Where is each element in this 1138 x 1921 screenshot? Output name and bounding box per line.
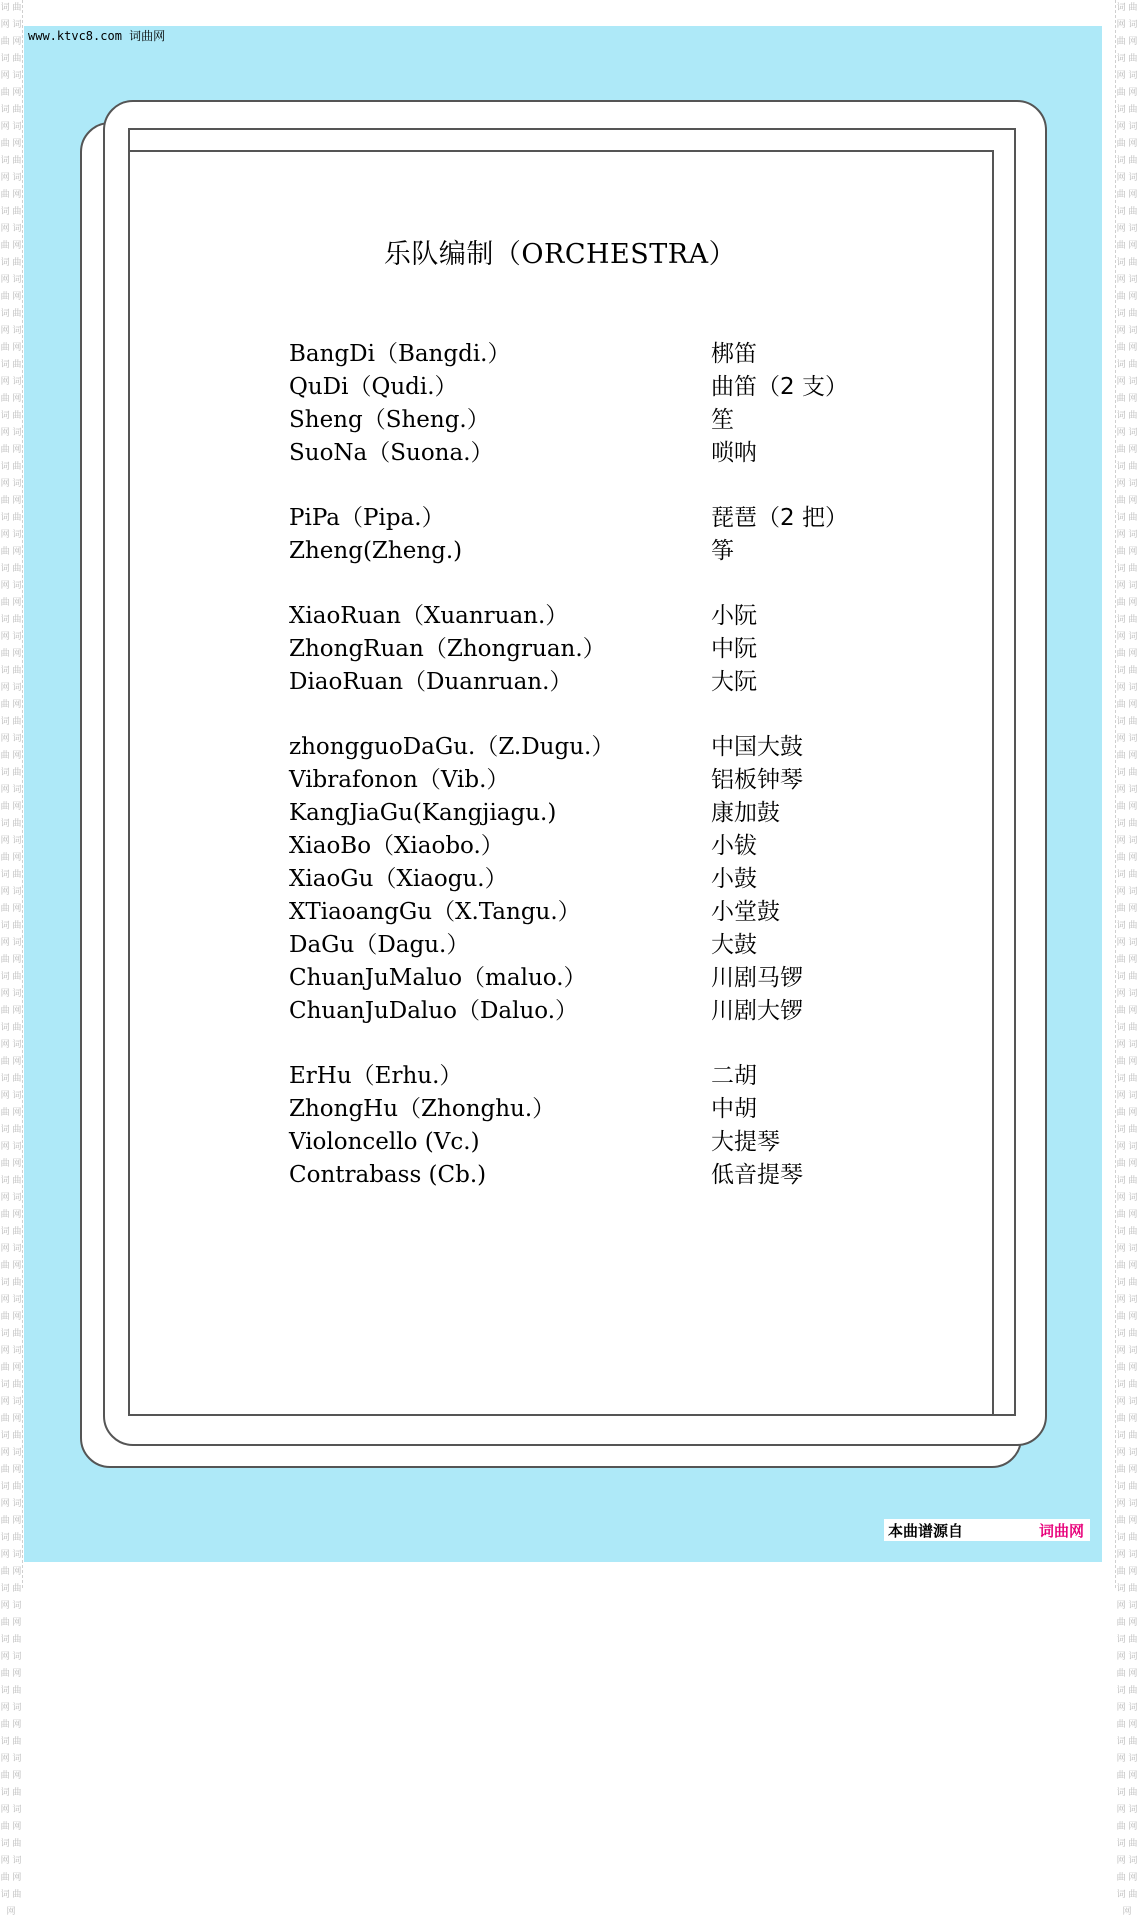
instrument-chinese-name: 笙 <box>711 407 734 433</box>
instrument-chinese-name: 筝 <box>711 538 734 564</box>
site-url[interactable]: www.ktvc8.com 词曲网 <box>28 29 166 43</box>
instrument-row <box>289 962 909 995</box>
instrument-chinese-name: 川剧马锣 <box>711 965 803 991</box>
instrument-row <box>289 437 909 470</box>
instrument-english-name: XiaoBo（Xiaobo.） <box>289 833 504 859</box>
instrument-row <box>289 929 909 962</box>
instrument-row <box>289 797 909 830</box>
credit-site-link[interactable]: 词曲网 <box>1038 1522 1084 1540</box>
instrument-group <box>289 1060 909 1192</box>
instrument-chinese-name: 中阮 <box>711 636 757 662</box>
footer-credit <box>884 1519 1090 1541</box>
instrument-english-name: XTiaoangGu（X.Tangu.） <box>289 899 581 925</box>
instrument-chinese-name: 大阮 <box>711 669 757 695</box>
instrument-english-name: PiPa（Pipa.） <box>289 505 445 531</box>
instrument-english-name: ZhongRuan（Zhongruan.） <box>289 636 606 662</box>
instrument-chinese-name: 小鼓 <box>711 866 757 892</box>
instrument-row <box>289 764 909 797</box>
instrument-english-name: ErHu（Erhu.） <box>289 1063 463 1089</box>
sheet-divider-top <box>128 150 994 152</box>
instrument-row <box>289 371 909 404</box>
instrument-english-name: XiaoGu（Xiaogu.） <box>289 866 508 892</box>
instrument-row <box>289 338 909 371</box>
instrument-row <box>289 896 909 929</box>
instrument-row <box>289 995 909 1028</box>
credit-source-label: 本曲谱源自 <box>888 1522 964 1540</box>
instrument-row <box>289 502 909 535</box>
instrument-chinese-name: 小堂鼓 <box>711 899 780 925</box>
instrument-row <box>289 666 909 699</box>
instrument-chinese-name: 川剧大锣 <box>711 998 803 1024</box>
instrument-english-name: Violoncello (Vc.) <box>289 1129 480 1155</box>
instrument-chinese-name: 小钹 <box>711 833 757 859</box>
watermark-left: 词 曲 网 词 曲 网 词 曲 网 词 曲 网 词 曲 网 词 曲 网 词 曲 网 词 曲 网 词 曲 网 词 曲 网 词 曲 网 词 曲 网 词 曲 网 词 曲 网 词 曲 网 词 曲 网 词 曲 网 词 曲 网 词 曲 网 词 曲 网 词 曲 网 词 曲 网 词 曲 网 词 曲 网 词 曲 网 词 曲 网 词 曲 网 词 曲 网 词 曲 网 词 曲 网 词 曲 网 词 曲 网 词 曲 网 词 曲 网 词 曲 网 词 曲 网 词 曲 网 词 曲 网 词 曲 网 词 曲 网 词 曲 网 词 曲 网 词 曲 网 词 曲 网 词 曲 网 词 曲 网 词 曲 网 词 曲 网 词 曲 网 词 曲 网 词 曲 网 词 曲 网 词 曲 网 词 曲 网 词 曲 网 词 曲 网 词 曲 网 词 曲 网 词 曲 网 词 曲 网 词 曲 网 词 曲 网 词 曲 网 词 曲 网 词 曲 网 词 曲 网 词 曲 网 词 曲 网 词 曲 网 词 曲 网 词 曲 网 词 曲 网 词 曲 网 词 曲 网 词 曲 网 <box>0 0 23 1588</box>
instrument-group <box>289 338 909 470</box>
instrument-chinese-name: 梆笛 <box>711 341 757 367</box>
instrument-english-name: Sheng（Sheng.） <box>289 407 490 433</box>
instrument-row <box>289 633 909 666</box>
sheet-divider-right <box>992 150 994 1416</box>
instrument-english-name: KangJiaGu(Kangjiagu.) <box>289 800 557 826</box>
instrument-chinese-name: 琵琶（2 把） <box>711 505 848 531</box>
instrument-chinese-name: 铝板钟琴 <box>711 767 803 793</box>
instrument-group <box>289 502 909 568</box>
instrument-english-name: Zheng(Zheng.) <box>289 538 463 564</box>
instrument-english-name: QuDi（Qudi.） <box>289 374 458 400</box>
instrument-row <box>289 830 909 863</box>
instrument-list <box>289 338 909 1224</box>
instrument-english-name: ZhongHu（Zhonghu.） <box>289 1096 556 1122</box>
instrument-group <box>289 600 909 699</box>
instrument-english-name: SuoNa（Suona.） <box>289 440 494 466</box>
instrument-english-name: BangDi（Bangdi.） <box>289 341 511 367</box>
instrument-row <box>289 1159 909 1192</box>
page-title: 乐队编制（ORCHESTRA） <box>383 239 737 270</box>
instrument-row <box>289 600 909 633</box>
instrument-group <box>289 731 909 1028</box>
instrument-english-name: DaGu（Dagu.） <box>289 932 470 958</box>
instrument-chinese-name: 中胡 <box>711 1096 757 1122</box>
instrument-chinese-name: 低音提琴 <box>711 1162 803 1188</box>
instrument-row <box>289 1126 909 1159</box>
instrument-chinese-name: 曲笛（2 支） <box>711 374 848 400</box>
instrument-english-name: zhongguoDaGu.（Z.Dugu.） <box>289 734 615 760</box>
instrument-english-name: Contrabass (Cb.) <box>289 1162 487 1188</box>
instrument-chinese-name: 康加鼓 <box>711 800 780 826</box>
instrument-chinese-name: 二胡 <box>711 1063 757 1089</box>
instrument-chinese-name: 唢呐 <box>711 440 757 466</box>
instrument-english-name: ChuanJuDaluo（Daluo.） <box>289 998 579 1024</box>
instrument-row <box>289 1060 909 1093</box>
instrument-english-name: ChuanJuMaluo（maluo.） <box>289 965 587 991</box>
watermark-right: 词 曲 网 词 曲 网 词 曲 网 词 曲 网 词 曲 网 词 曲 网 词 曲 网 词 曲 网 词 曲 网 词 曲 网 词 曲 网 词 曲 网 词 曲 网 词 曲 网 词 曲 网 词 曲 网 词 曲 网 词 曲 网 词 曲 网 词 曲 网 词 曲 网 词 曲 网 词 曲 网 词 曲 网 词 曲 网 词 曲 网 词 曲 网 词 曲 网 词 曲 网 词 曲 网 词 曲 网 词 曲 网 词 曲 网 词 曲 网 词 曲 网 词 曲 网 词 曲 网 词 曲 网 词 曲 网 词 曲 网 词 曲 网 词 曲 网 词 曲 网 词 曲 网 词 曲 网 词 曲 网 词 曲 网 词 曲 网 词 曲 网 词 曲 网 词 曲 网 词 曲 网 词 曲 网 词 曲 网 词 曲 网 词 曲 网 词 曲 网 词 曲 网 词 曲 网 词 曲 网 词 曲 网 词 曲 网 词 曲 网 词 曲 网 词 曲 网 词 曲 网 词 曲 网 词 曲 网 词 曲 网 词 曲 网 词 曲 网 词 曲 网 词 曲 网 词 曲 网 词 曲 网 <box>1115 0 1138 1588</box>
instrument-row <box>289 731 909 764</box>
instrument-chinese-name: 大鼓 <box>711 932 757 958</box>
instrument-english-name: Vibrafonon（Vib.） <box>289 767 510 793</box>
instrument-english-name: XiaoRuan（Xuanruan.） <box>289 603 569 629</box>
instrument-row <box>289 535 909 568</box>
instrument-chinese-name: 中国大鼓 <box>711 734 803 760</box>
instrument-english-name: DiaoRuan（Duanruan.） <box>289 669 573 695</box>
instrument-row <box>289 404 909 437</box>
instrument-row <box>289 863 909 896</box>
instrument-chinese-name: 大提琴 <box>711 1129 780 1155</box>
instrument-row <box>289 1093 909 1126</box>
instrument-chinese-name: 小阮 <box>711 603 757 629</box>
